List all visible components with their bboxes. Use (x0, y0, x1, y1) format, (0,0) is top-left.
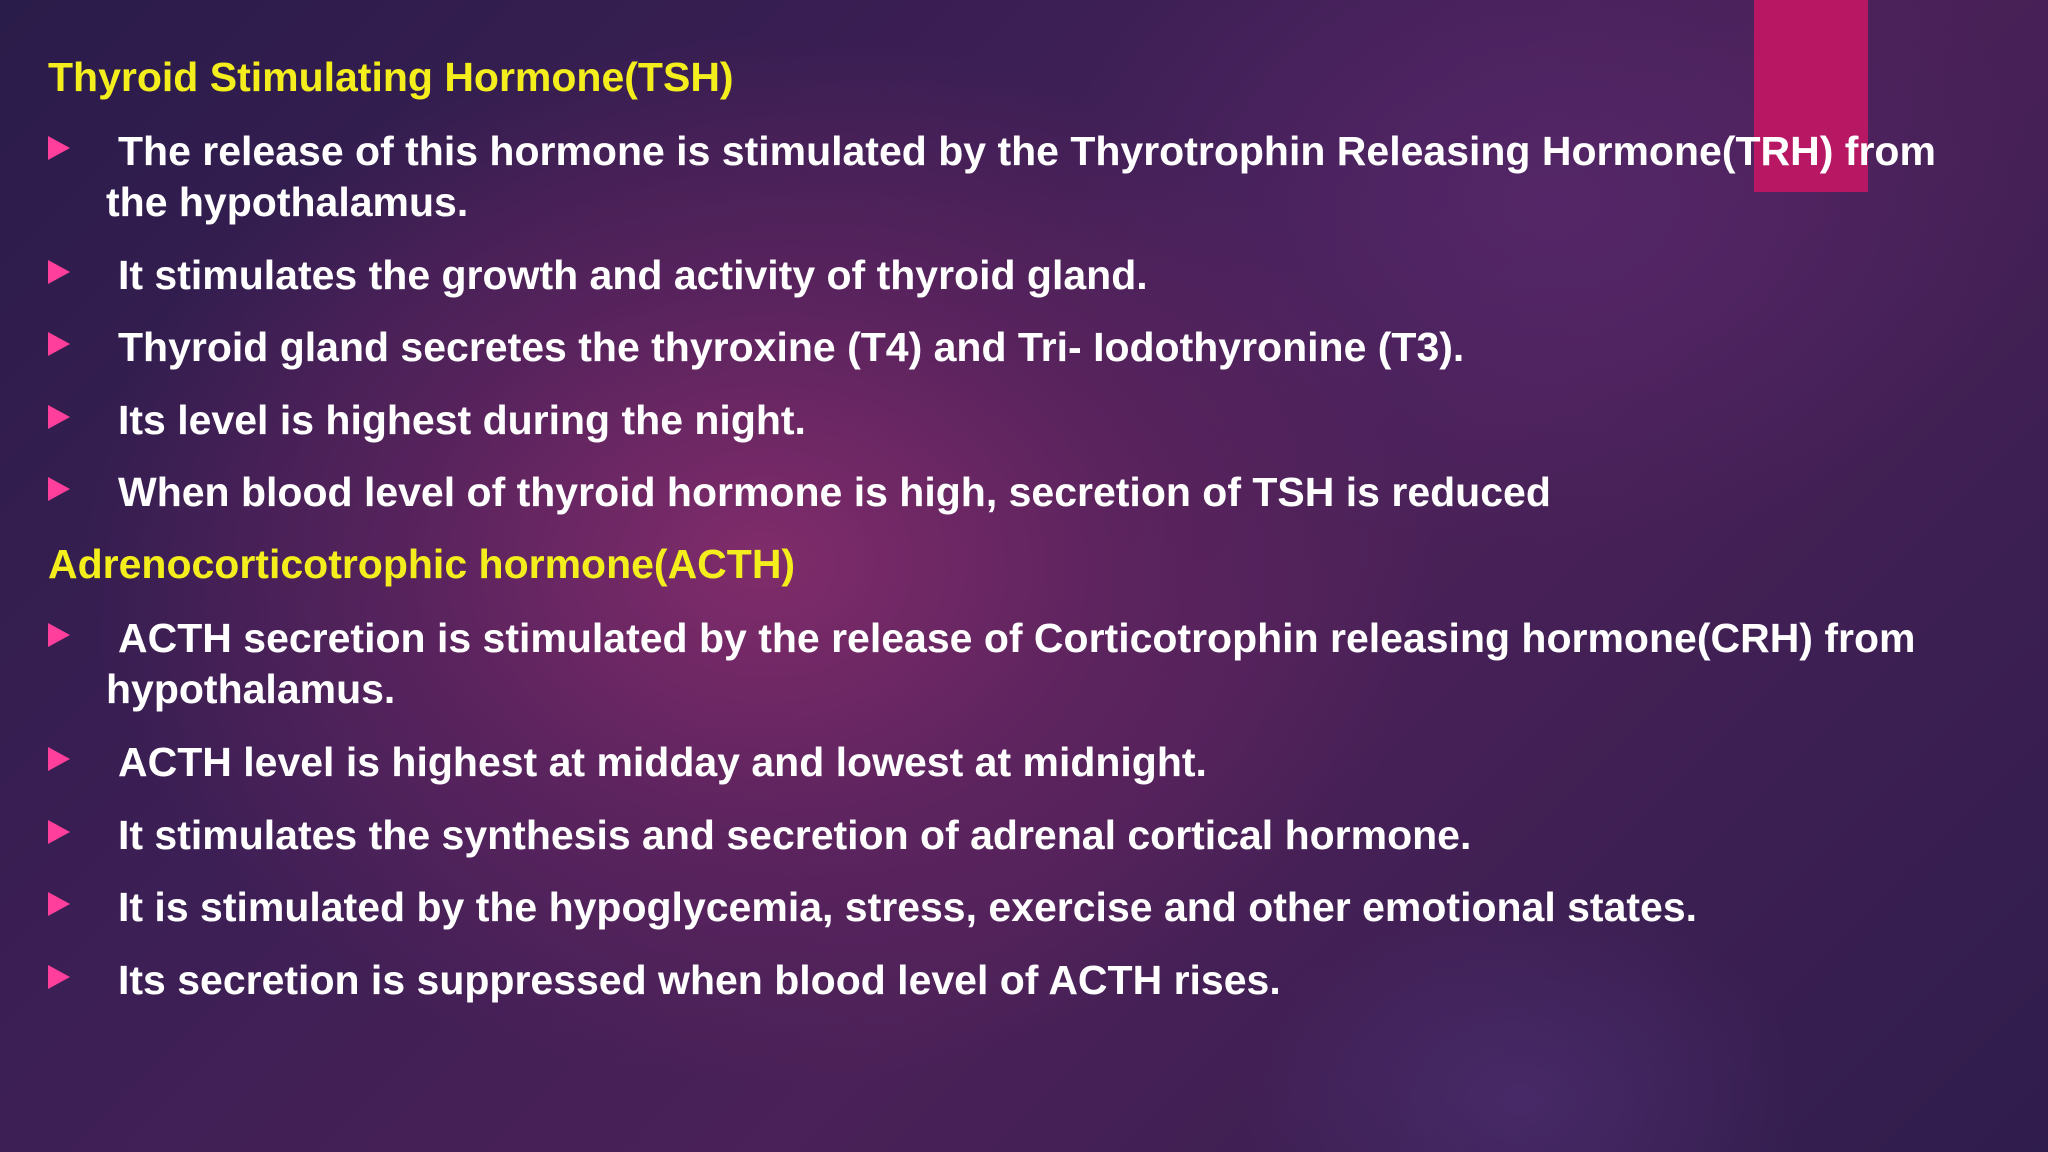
triangle-bullet-icon (48, 260, 70, 284)
triangle-bullet-icon (48, 623, 70, 647)
list-item (48, 882, 2008, 933)
list-item (48, 126, 2008, 228)
triangle-bullet-icon (48, 747, 70, 771)
triangle-bullet-icon (48, 965, 70, 989)
list-item (48, 395, 2008, 446)
bullet-text: Thyroid gland secretes the thyroxine (T4) and Tri- Iodothyronine (T3). (118, 324, 1465, 370)
triangle-bullet-icon (48, 820, 70, 844)
triangle-bullet-icon (48, 892, 70, 916)
bullet-text: Its secretion is suppressed when blood level of ACTH rises. (118, 957, 1281, 1003)
section-heading-tsh: Thyroid Stimulating Hormone(TSH) (48, 54, 734, 100)
bullet-text: It is stimulated by the hypoglycemia, stress, exercise and other emotional states. (118, 884, 1698, 930)
list-item (48, 737, 2008, 788)
list-item (48, 250, 2008, 301)
triangle-bullet-icon (48, 477, 70, 501)
bullet-text: The release of this hormone is stimulated by the Thyrotrophin Releasing Hormone(TRH) from the hypothalamus. (106, 128, 1936, 225)
list-item (48, 810, 2008, 861)
list-item (48, 322, 2008, 373)
list-item (48, 613, 2008, 715)
bullet-text: ACTH level is highest at midday and lowest at midnight. (118, 739, 1207, 785)
bullet-text: Its level is highest during the night. (118, 397, 806, 443)
list-item (48, 955, 2008, 1006)
list-item (48, 467, 2008, 518)
bullet-text: When blood level of thyroid hormone is high, secretion of TSH is reduced (118, 469, 1551, 515)
bullet-text: It stimulates the growth and activity of thyroid gland. (118, 252, 1148, 298)
triangle-bullet-icon (48, 405, 70, 429)
section-heading-acth: Adrenocorticotrophic hormone(ACTH) (48, 541, 796, 587)
bullet-text: It stimulates the synthesis and secretion of adrenal cortical hormone. (118, 812, 1472, 858)
triangle-bullet-icon (48, 332, 70, 356)
triangle-bullet-icon (48, 136, 70, 160)
bullet-text: ACTH secretion is stimulated by the release of Corticotrophin releasing hormone(CRH) from hypothalamus. (106, 615, 1916, 712)
